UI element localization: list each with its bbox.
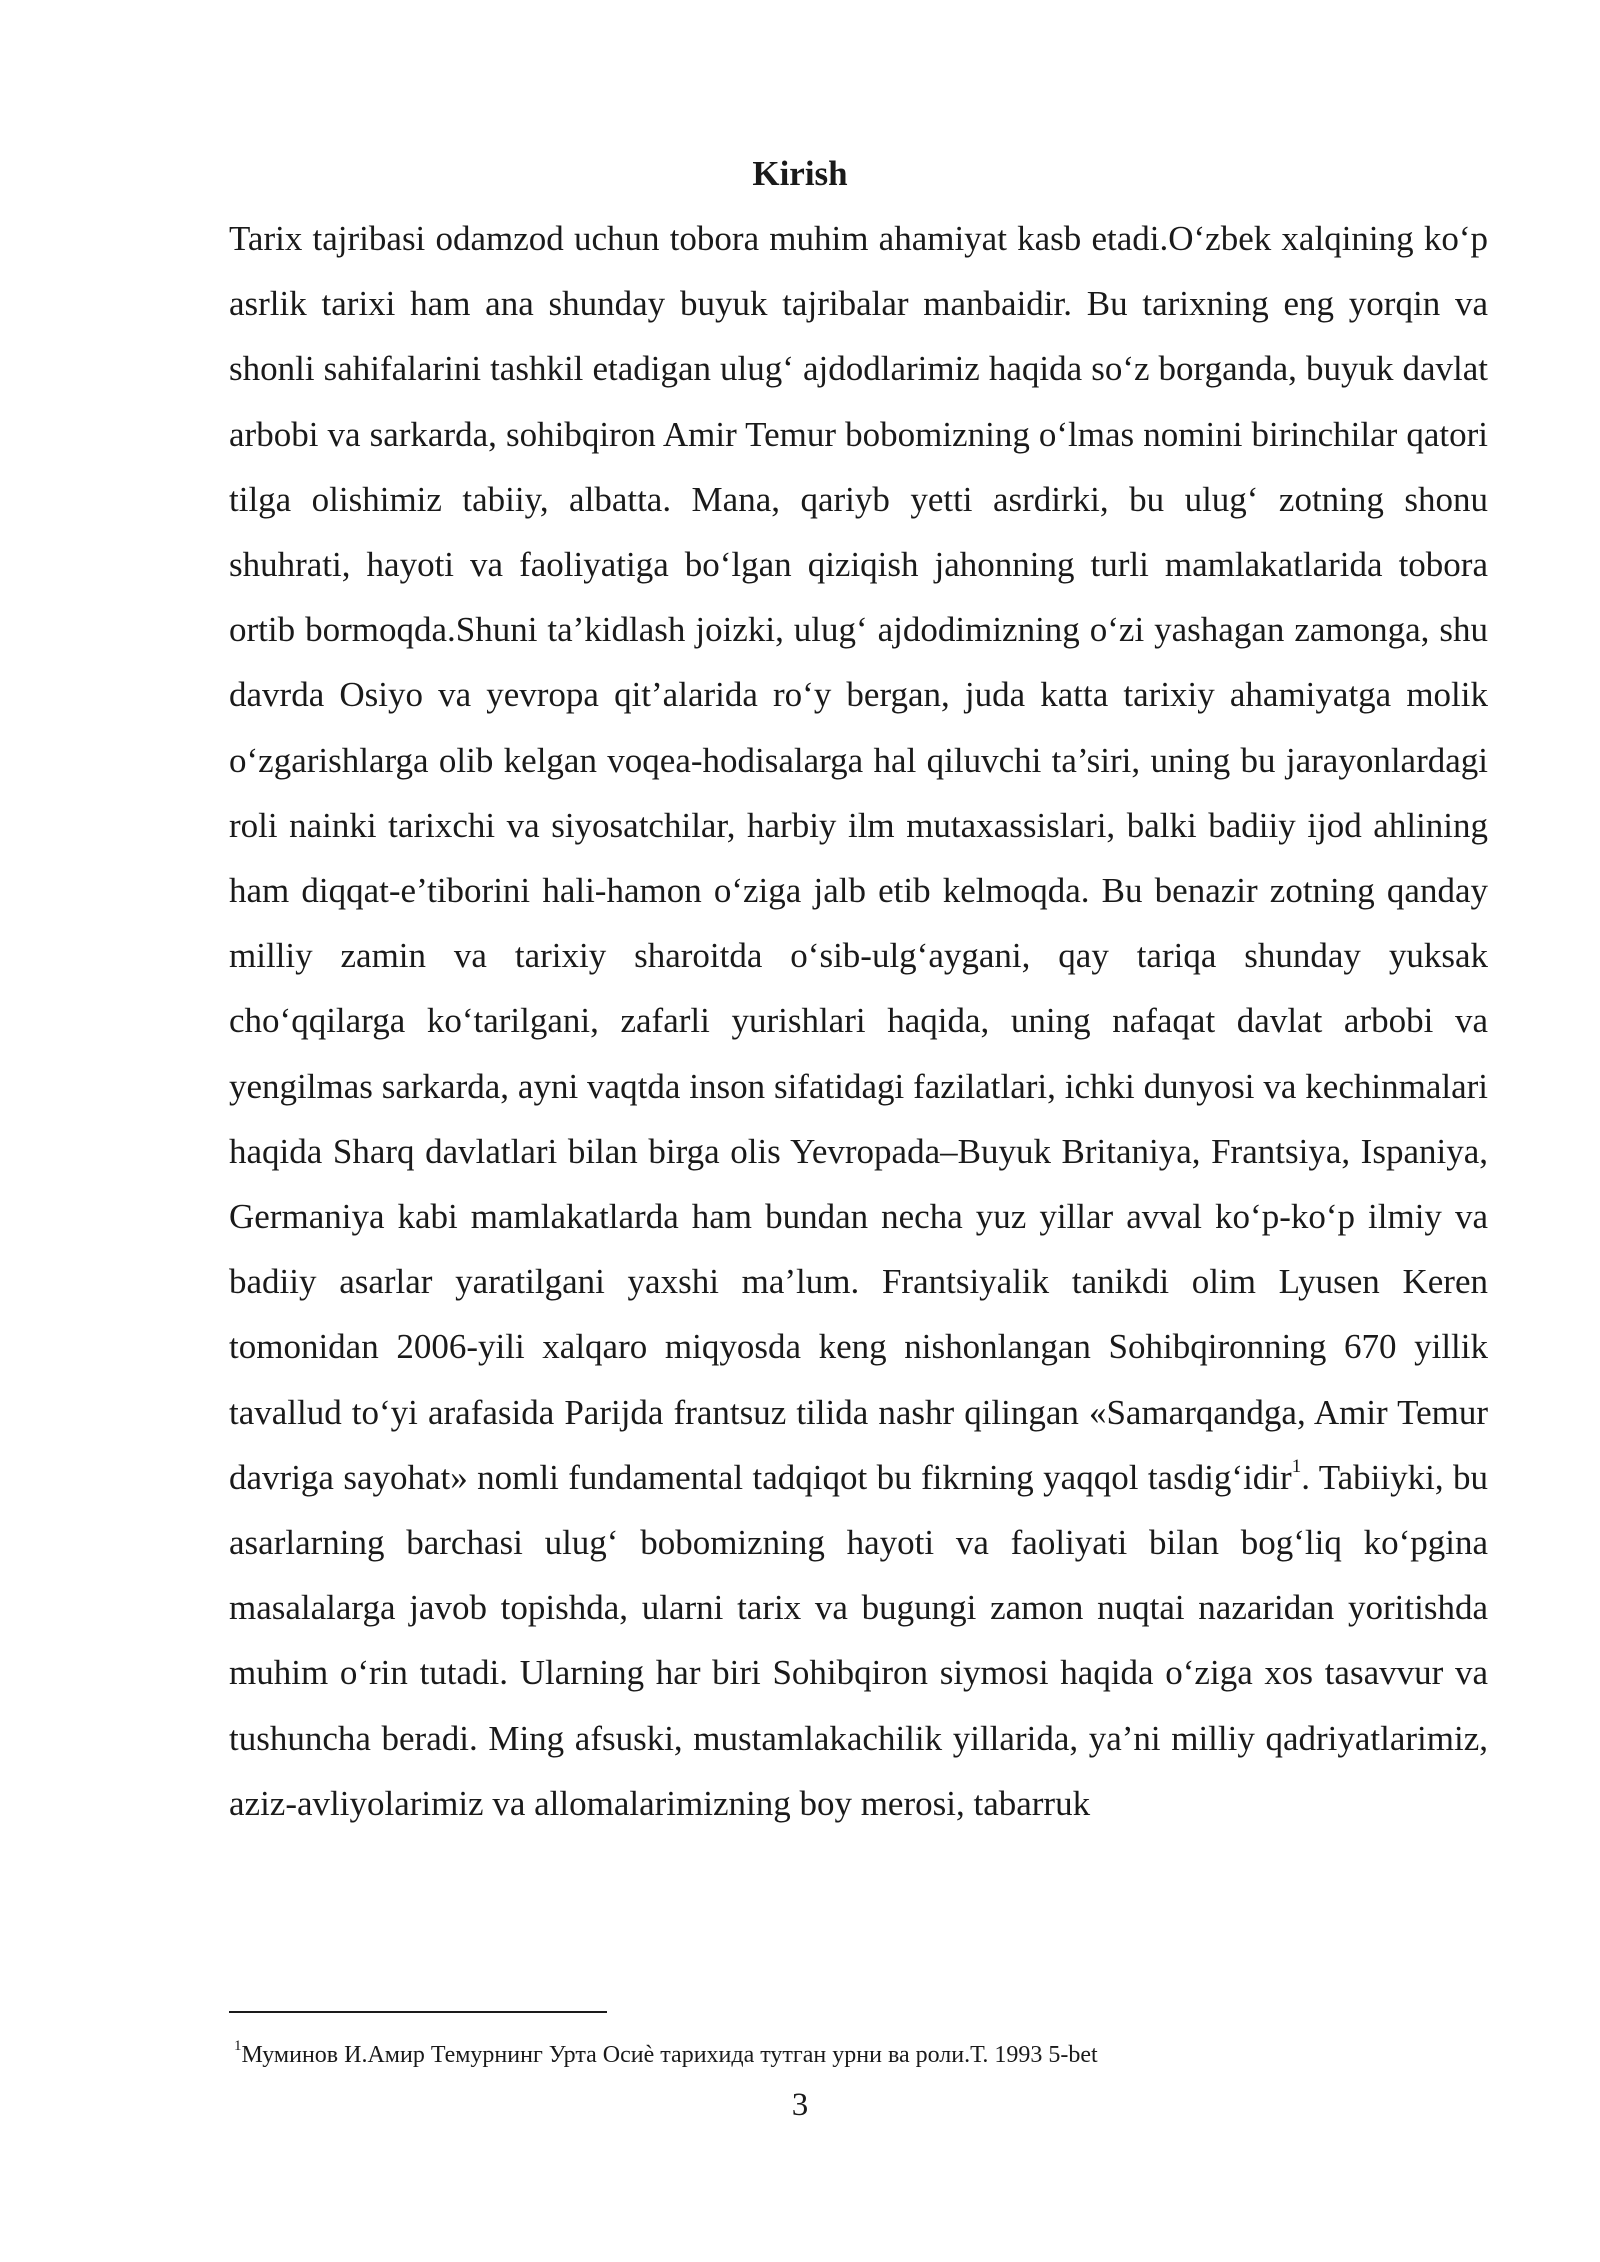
footnote-separator (229, 2011, 607, 2013)
body-paragraph (229, 206, 1488, 1836)
page-number: 3 (791, 2087, 809, 2123)
section-heading: Kirish (752, 154, 848, 193)
body-text-part-2: . Tabiiyki, bu asarlarning barchasi ulug‘ bobomizning hayoti va faoliyati bilan bog‘liq ko‘pgina masalalarga javob topishda, ularni tarix va bugungi zamon nuqtai nazaridan yoritishda muhim o‘rin tutadi. Ularning har biri Sohibqiron siymosi haqida o‘ziga xos tasavvur va tushuncha beradi. Ming afsuski, mustamlakachilik yillarida, ya’ni milliy qadriyatlarimiz, aziz-avliyolarimiz va allomalarimizning boy merosi, tabarruk (229, 1457, 1488, 1823)
footnote-text: Муминов И.Амир Темурнинг Урта Осиѐ тарихида тутган урни ва роли.Т. 1993 5-bet (241, 2042, 1098, 2068)
footnote (234, 2040, 1488, 2070)
footnote-reference[interactable]: 1 (1291, 1456, 1302, 1478)
footnote-marker: 1 (234, 2038, 242, 2054)
body-text-part-1: Tarix tajribasi odamzod uchun tobora muhim ahamiyat kasb etadi.O‘zbek xalqining ko‘p asrlik tarixi ham ana shunday buyuk tajribalar manbaidir. Bu tarixning eng yorqin va shonli sahifalarini tashkil etadigan ulug‘ ajdodlarimiz haqida so‘z borganda, buyuk davlat arbobi va sarkarda, sohibqiron Amir Temur bobomizning o‘lmas nomini birinchilar qatori tilga olishimiz tabiiy, albatta. Mana, qariyb yetti asrdirki, bu ulug‘ zotning shonu shuhrati, hayoti va faoliyatiga bo‘lgan qiziqish jahonning turli mamlakatlarida tobora ortib bormoqda.Shuni ta’kidlash joizki, ulug‘ ajdodimizning o‘zi yashagan zamonga, shu davrda Osiyo va yevropa qit’alarida ro‘y bergan, juda katta tarixiy ahamiyatga molik o‘zgarishlarga olib kelgan voqea-hodisalarga hal qiluvchi ta’siri, uning bu jarayonlardagi roli nainki tarixchi va siyosatchilar, harbiy ilm mutaxassislari, balki badiiy ijod ahlining ham diqqat-e’tiborini hali-hamon o‘ziga jalb etib kelmoqda. Bu benazir zotning qanday milliy zamin va tarixiy sharoitda o‘sib-ulg‘aygani, qay tariqa shunday yuksak cho‘qqilarga ko‘tarilgani, zafarli yurishlari haqida, uning nafaqat davlat arbobi va yengilmas sarkarda, ayni vaqtda inson sifatidagi fazilatlari, ichki dunyosi va kechinmalari haqida Sharq davlatlari bilan birga olis Yevropada–Buyuk Britaniya, Frantsiya, Ispaniya, Germaniya kabi mamlakatlarda ham bundan necha yuz yillar avval ko‘p-ko‘p ilmiy va badiiy asarlar yaratilgani yaxshi ma’lum. Frantsiyalik tanikdi olim Lyusen Keren tomonidan 2006-yili xalqaro miqyosda keng nishonlangan Sohibqironning 670 yillik tavallud to‘yi arafasida Parijda frantsuz tilida nashr qilingan «Samarqandga, Amir Temur davriga sayohat» nomli fundamental tadqiqot bu fikrning yaqqol tasdig‘idir (229, 219, 1488, 1497)
